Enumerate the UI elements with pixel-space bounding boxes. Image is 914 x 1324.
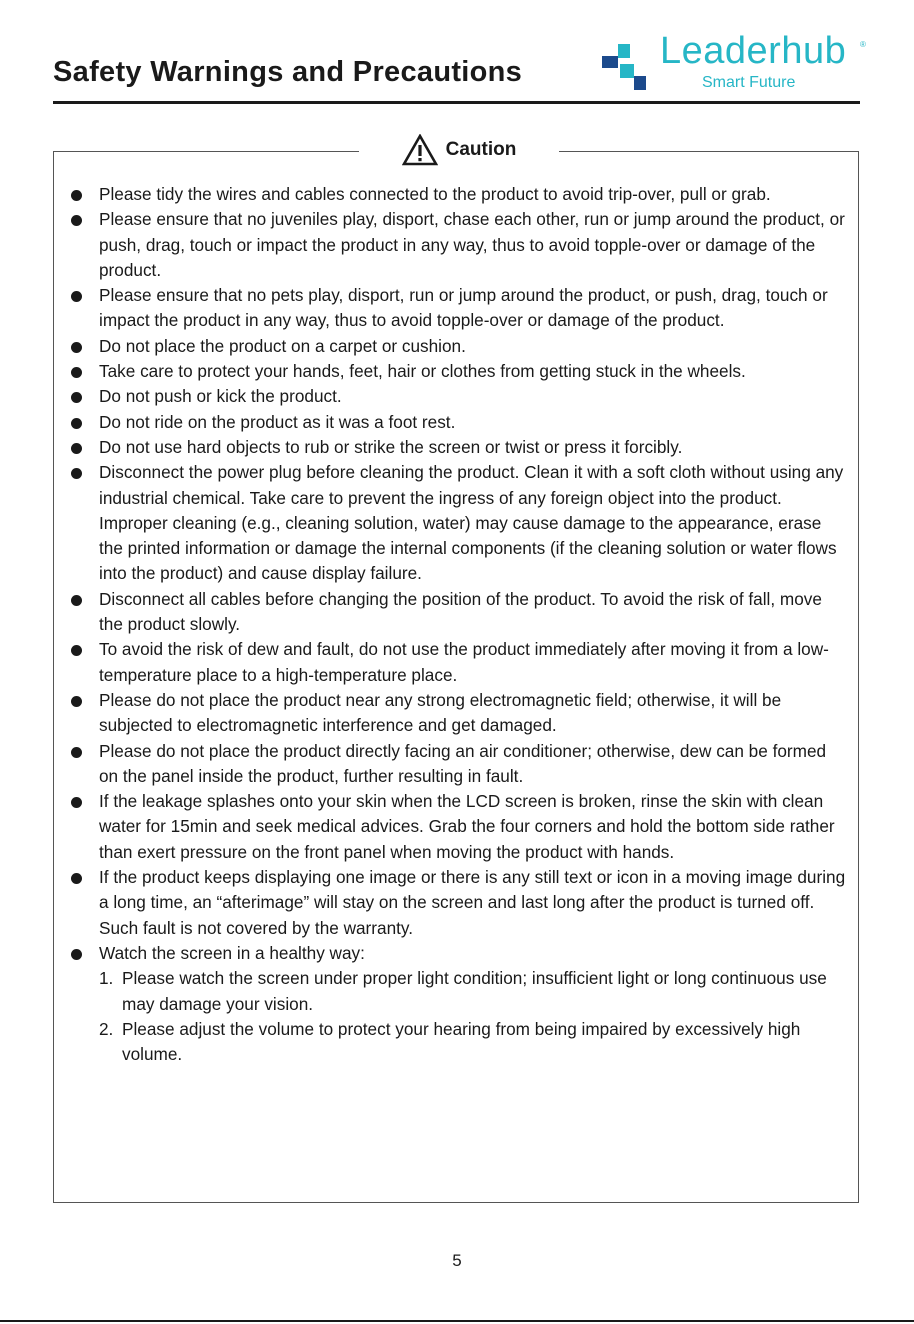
bullet-icon bbox=[71, 873, 82, 884]
header-rule bbox=[53, 101, 860, 104]
caution-label: Caution bbox=[445, 139, 517, 160]
brand-registered-mark: ® bbox=[860, 40, 866, 49]
bullet-icon bbox=[71, 443, 82, 454]
caution-header bbox=[359, 132, 559, 168]
warning-item bbox=[68, 334, 848, 359]
warnings-list bbox=[68, 182, 848, 1067]
warning-item bbox=[68, 941, 848, 1067]
brand-name: Leaderhub bbox=[660, 30, 847, 72]
bullet-icon bbox=[71, 468, 82, 479]
bullet-icon bbox=[71, 645, 82, 656]
sub-item-number: 1. bbox=[99, 968, 114, 989]
warning-item bbox=[68, 359, 848, 384]
warning-text: Please do not place the product directly facing an air conditioner; otherwise, dew can be formed on the panel inside the product, further resulting in fault. bbox=[99, 740, 827, 786]
warning-text: Disconnect the power plug before cleaning the product. Clean it with a soft cloth without using any industrial chemical. Take care to prevent the ingress of any foreign object into the product. Improper cleaning (e.g., cleaning solution, water) may cause damage to the appearance, erase the printed information or damage the internal components (if the cleaning solution or water flows into the product) and cause display failure. bbox=[99, 462, 844, 584]
page-number: 5 bbox=[452, 1251, 462, 1270]
bullet-icon bbox=[71, 696, 82, 707]
bottom-rule bbox=[0, 1320, 914, 1322]
warning-item bbox=[68, 182, 848, 207]
warning-text: Please ensure that no juveniles play, disport, chase each other, run or jump around the product, or push, drag, touch or impact the product in any way, thus to avoid topple-over or damage of the product. bbox=[99, 209, 845, 280]
warning-triangle-icon bbox=[402, 134, 438, 166]
warning-text: If the product keeps displaying one image or there is any still text or icon in a moving image during a long time, an “afterimage” will stay on the screen and last long after the product is turned off. Such fault is not covered by the warranty. bbox=[99, 867, 846, 938]
sub-list-item bbox=[99, 966, 848, 1017]
warning-text: Please ensure that no pets play, disport, run or jump around the product, or push, drag, touch or impact the product in any way, thus to avoid topple-over or damage of the product. bbox=[99, 285, 828, 331]
sub-item-text: Please watch the screen under proper light condition; insufficient light or long continuous use may damage your vision. bbox=[122, 968, 827, 1014]
warning-item bbox=[68, 384, 848, 409]
page-title: Safety Warnings and Precautions bbox=[53, 56, 523, 88]
bullet-icon bbox=[71, 291, 82, 302]
sub-item-number: 2. bbox=[99, 1018, 114, 1039]
warning-text: To avoid the risk of dew and fault, do not use the product immediately after moving it from a low-temperature place to a high-temperature place. bbox=[99, 639, 829, 685]
bullet-icon bbox=[71, 392, 82, 403]
warning-item bbox=[68, 789, 848, 865]
warning-item bbox=[68, 688, 848, 739]
bullet-icon bbox=[71, 418, 82, 429]
screen-health-sublist bbox=[99, 966, 848, 1067]
warning-item bbox=[68, 410, 848, 435]
warning-item bbox=[68, 283, 848, 334]
brand-tagline: Smart Future bbox=[702, 74, 796, 91]
brand-mark-icon bbox=[602, 44, 650, 92]
bullet-icon bbox=[71, 797, 82, 808]
warning-text: Do not push or kick the product. bbox=[99, 386, 342, 407]
brand-logo bbox=[602, 30, 872, 96]
warning-item bbox=[68, 739, 848, 790]
warning-text: Watch the screen in a healthy way: bbox=[99, 942, 365, 963]
warning-item bbox=[68, 865, 848, 941]
caution-box bbox=[53, 139, 859, 1203]
bullet-icon bbox=[71, 747, 82, 758]
warning-item bbox=[68, 637, 848, 688]
warning-text: Do not place the product on a carpet or cushion. bbox=[99, 335, 466, 356]
bullet-icon bbox=[71, 342, 82, 353]
warning-text: Do not use hard objects to rub or strike the screen or twist or press it forcibly. bbox=[99, 436, 683, 457]
bullet-icon bbox=[71, 215, 82, 226]
bullet-icon bbox=[71, 595, 82, 606]
warning-item bbox=[68, 460, 848, 586]
bullet-icon bbox=[71, 367, 82, 378]
warning-item bbox=[68, 435, 848, 460]
sub-list-item bbox=[99, 1017, 848, 1068]
warning-item bbox=[68, 207, 848, 283]
warning-text: Please tidy the wires and cables connected to the product to avoid trip-over, pull or grab. bbox=[99, 184, 771, 204]
sub-item-text: Please adjust the volume to protect your hearing from being impaired by excessively high volume. bbox=[122, 1018, 801, 1065]
warning-text: Do not ride on the product as it was a foot rest. bbox=[99, 411, 456, 432]
bullet-icon bbox=[71, 190, 82, 201]
warning-item bbox=[68, 587, 848, 638]
warning-text: If the leakage splashes onto your skin when the LCD screen is broken, rinse the skin with clean water for 15min and seek medical advices. Grab the four corners and hold the bottom side rather than exert pressure on the front panel when moving the product with hands. bbox=[99, 791, 835, 862]
warning-text: Disconnect all cables before changing the position of the product. To avoid the risk of fall, move the product slowly. bbox=[99, 588, 822, 635]
bullet-icon bbox=[71, 949, 82, 960]
warning-text: Take care to protect your hands, feet, hair or clothes from getting stuck in the wheels. bbox=[99, 361, 746, 382]
warning-text: Please do not place the product near any strong electromagnetic field; otherwise, it will be subjected to electromagnetic interference and get damaged. bbox=[99, 689, 782, 736]
